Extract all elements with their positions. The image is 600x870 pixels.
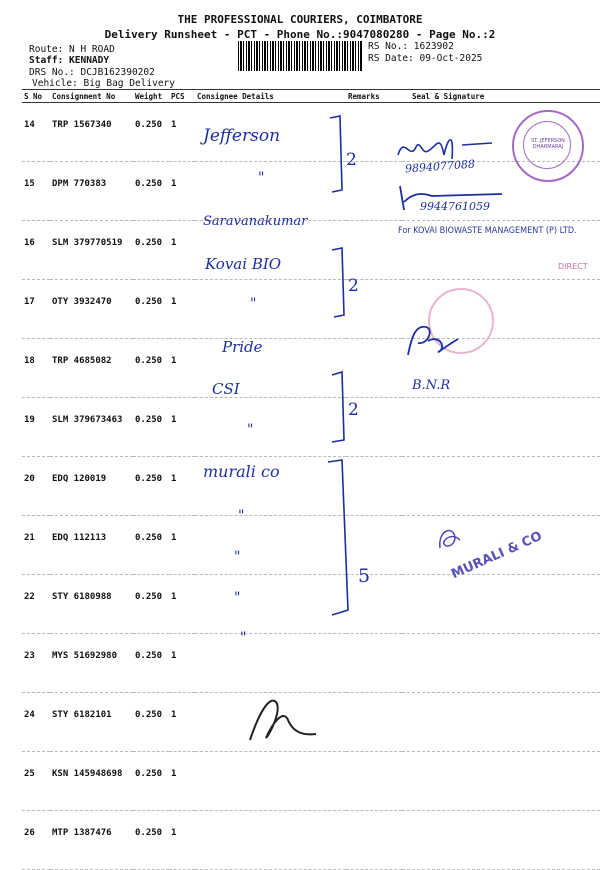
handwritten-ditto: " [258, 170, 265, 186]
row-sno: 26 [22, 811, 50, 870]
handwritten-ditto: " [234, 590, 241, 606]
row-consignment: SLM 379673463 [50, 398, 133, 457]
bottom-signature [240, 690, 330, 750]
handwritten-saravanakumar: Saravanakumar [203, 214, 308, 229]
row-sno: 20 [22, 457, 50, 516]
route-label: Route: N H ROAD [29, 44, 115, 55]
row-remarks [346, 693, 402, 752]
col-remarks: Remarks [346, 90, 402, 103]
row-consignment: SLM 379770519 [50, 221, 133, 280]
col-seal: Seal & Signature [402, 90, 600, 103]
row-sno: 25 [22, 752, 50, 811]
row-consignment: OTY 3932470 [50, 280, 133, 339]
vehicle-label: Vehicle: Big Bag Delivery [32, 78, 175, 89]
row-sno: 23 [22, 634, 50, 693]
row-weight: 0.250 [133, 693, 169, 752]
handwritten-count: 2 [346, 150, 357, 170]
row-pcs: 1 [169, 398, 195, 457]
signature [398, 315, 468, 365]
row-weight: 0.250 [133, 398, 169, 457]
row-consignment: EDQ 112113 [50, 516, 133, 575]
table-row [22, 811, 600, 870]
rs-number: RS No.: 1623902 [368, 41, 454, 52]
col-sno: S No [22, 90, 50, 103]
col-consignee: Consignee Details [195, 90, 346, 103]
row-pcs: 1 [169, 457, 195, 516]
row-pcs: 1 [169, 280, 195, 339]
company-stamp: For KOVAI BIOWASTE MANAGEMENT (P) LTD. [398, 226, 577, 236]
row-sno: 22 [22, 575, 50, 634]
table-row [22, 398, 600, 457]
handwritten-ditto: " [234, 549, 241, 565]
row-sno: 24 [22, 693, 50, 752]
row-consignment: STY 6182101 [50, 693, 133, 752]
row-pcs: 1 [169, 516, 195, 575]
row-seal [402, 634, 600, 693]
row-seal [402, 575, 600, 634]
row-consignee [195, 811, 346, 870]
direct-stamp: DIRECT [558, 262, 588, 271]
row-seal [402, 752, 600, 811]
row-seal [402, 398, 600, 457]
row-consignment: KSN 145948698 [50, 752, 133, 811]
row-weight: 0.250 [133, 575, 169, 634]
row-pcs: 1 [169, 752, 195, 811]
row-consignment: TRP 1567340 [50, 103, 133, 162]
handwritten-ditto: " [247, 422, 254, 438]
row-sno: 17 [22, 280, 50, 339]
handwritten-murali-co: murali co [203, 462, 280, 481]
handwritten-initials: B.N.R [412, 378, 451, 393]
row-weight: 0.250 [133, 634, 169, 693]
handwritten-pride: Pride [222, 338, 263, 356]
row-consignment: TRP 4685082 [50, 339, 133, 398]
handwritten-count: 2 [348, 276, 359, 296]
row-pcs: 1 [169, 339, 195, 398]
row-seal [402, 811, 600, 870]
row-weight: 0.250 [133, 516, 169, 575]
seal-text: ST. JEFERSON DHARMARAJ [531, 138, 565, 150]
murali-stamp: MURALI & CO [449, 528, 545, 583]
row-pcs: 1 [169, 221, 195, 280]
row-consignment: MTP 1387476 [50, 811, 133, 870]
row-seal [402, 693, 600, 752]
table-header-row [22, 90, 600, 103]
row-sno: 16 [22, 221, 50, 280]
table-row [22, 752, 600, 811]
row-weight: 0.250 [133, 221, 169, 280]
row-pcs: 1 [169, 575, 195, 634]
row-consignee [195, 752, 346, 811]
staff-label: Staff: KENNADY [29, 55, 110, 66]
row-sno: 19 [22, 398, 50, 457]
company-title: THE PROFESSIONAL COURIERS, COIMBATORE [177, 13, 423, 26]
row-seal [402, 457, 600, 516]
col-pcs: PCS [169, 90, 195, 103]
handwritten-ditto: " [238, 508, 245, 524]
grouping-brackets [320, 110, 380, 630]
handwritten-phone: 9944761059 [420, 200, 490, 213]
row-weight: 0.250 [133, 457, 169, 516]
row-consignee [195, 634, 346, 693]
row-pcs: 1 [169, 162, 195, 221]
row-consignment: MYS 51692980 [50, 634, 133, 693]
table-row [22, 575, 600, 634]
barcode [238, 41, 362, 71]
col-consignment: Consignment No [50, 90, 133, 103]
row-sno: 18 [22, 339, 50, 398]
row-weight: 0.250 [133, 339, 169, 398]
row-sno: 21 [22, 516, 50, 575]
row-weight: 0.250 [133, 811, 169, 870]
table-row [22, 339, 600, 398]
row-weight: 0.250 [133, 103, 169, 162]
handwritten-jefferson: Jefferson [203, 126, 281, 146]
row-pcs: 1 [169, 811, 195, 870]
runsheet-subtitle: Delivery Runsheet - PCT - Phone No.:9047080280 - Page No.:2 [104, 28, 496, 41]
rs-date: RS Date: 09-Oct-2025 [368, 53, 483, 64]
handwritten-ditto: " [240, 630, 247, 646]
drs-label: DRS No.: DCJB162390202 [29, 67, 155, 78]
row-pcs: 1 [169, 693, 195, 752]
table-row [22, 280, 600, 339]
row-weight: 0.250 [133, 752, 169, 811]
row-consignment: EDQ 120019 [50, 457, 133, 516]
row-consignment: STY 6180988 [50, 575, 133, 634]
row-consignment: DPM 770383 [50, 162, 133, 221]
handwritten-count: 5 [358, 565, 371, 587]
handwritten-kovai-bio: Kovai BIO [205, 255, 282, 273]
row-pcs: 1 [169, 103, 195, 162]
row-remarks [346, 752, 402, 811]
signature [434, 522, 464, 556]
handwritten-phone: 9894077088 [404, 157, 476, 176]
row-remarks [346, 811, 402, 870]
row-weight: 0.250 [133, 162, 169, 221]
handwritten-csi: CSI [212, 380, 240, 398]
round-seal [512, 110, 584, 182]
row-weight: 0.250 [133, 280, 169, 339]
handwritten-count: 2 [348, 400, 359, 420]
row-sno: 14 [22, 103, 50, 162]
row-sno: 15 [22, 162, 50, 221]
col-weight: Weight [133, 90, 169, 103]
table-row [22, 457, 600, 516]
table-row [22, 634, 600, 693]
handwritten-ditto: " [250, 296, 257, 312]
row-remarks [346, 634, 402, 693]
row-pcs: 1 [169, 634, 195, 693]
